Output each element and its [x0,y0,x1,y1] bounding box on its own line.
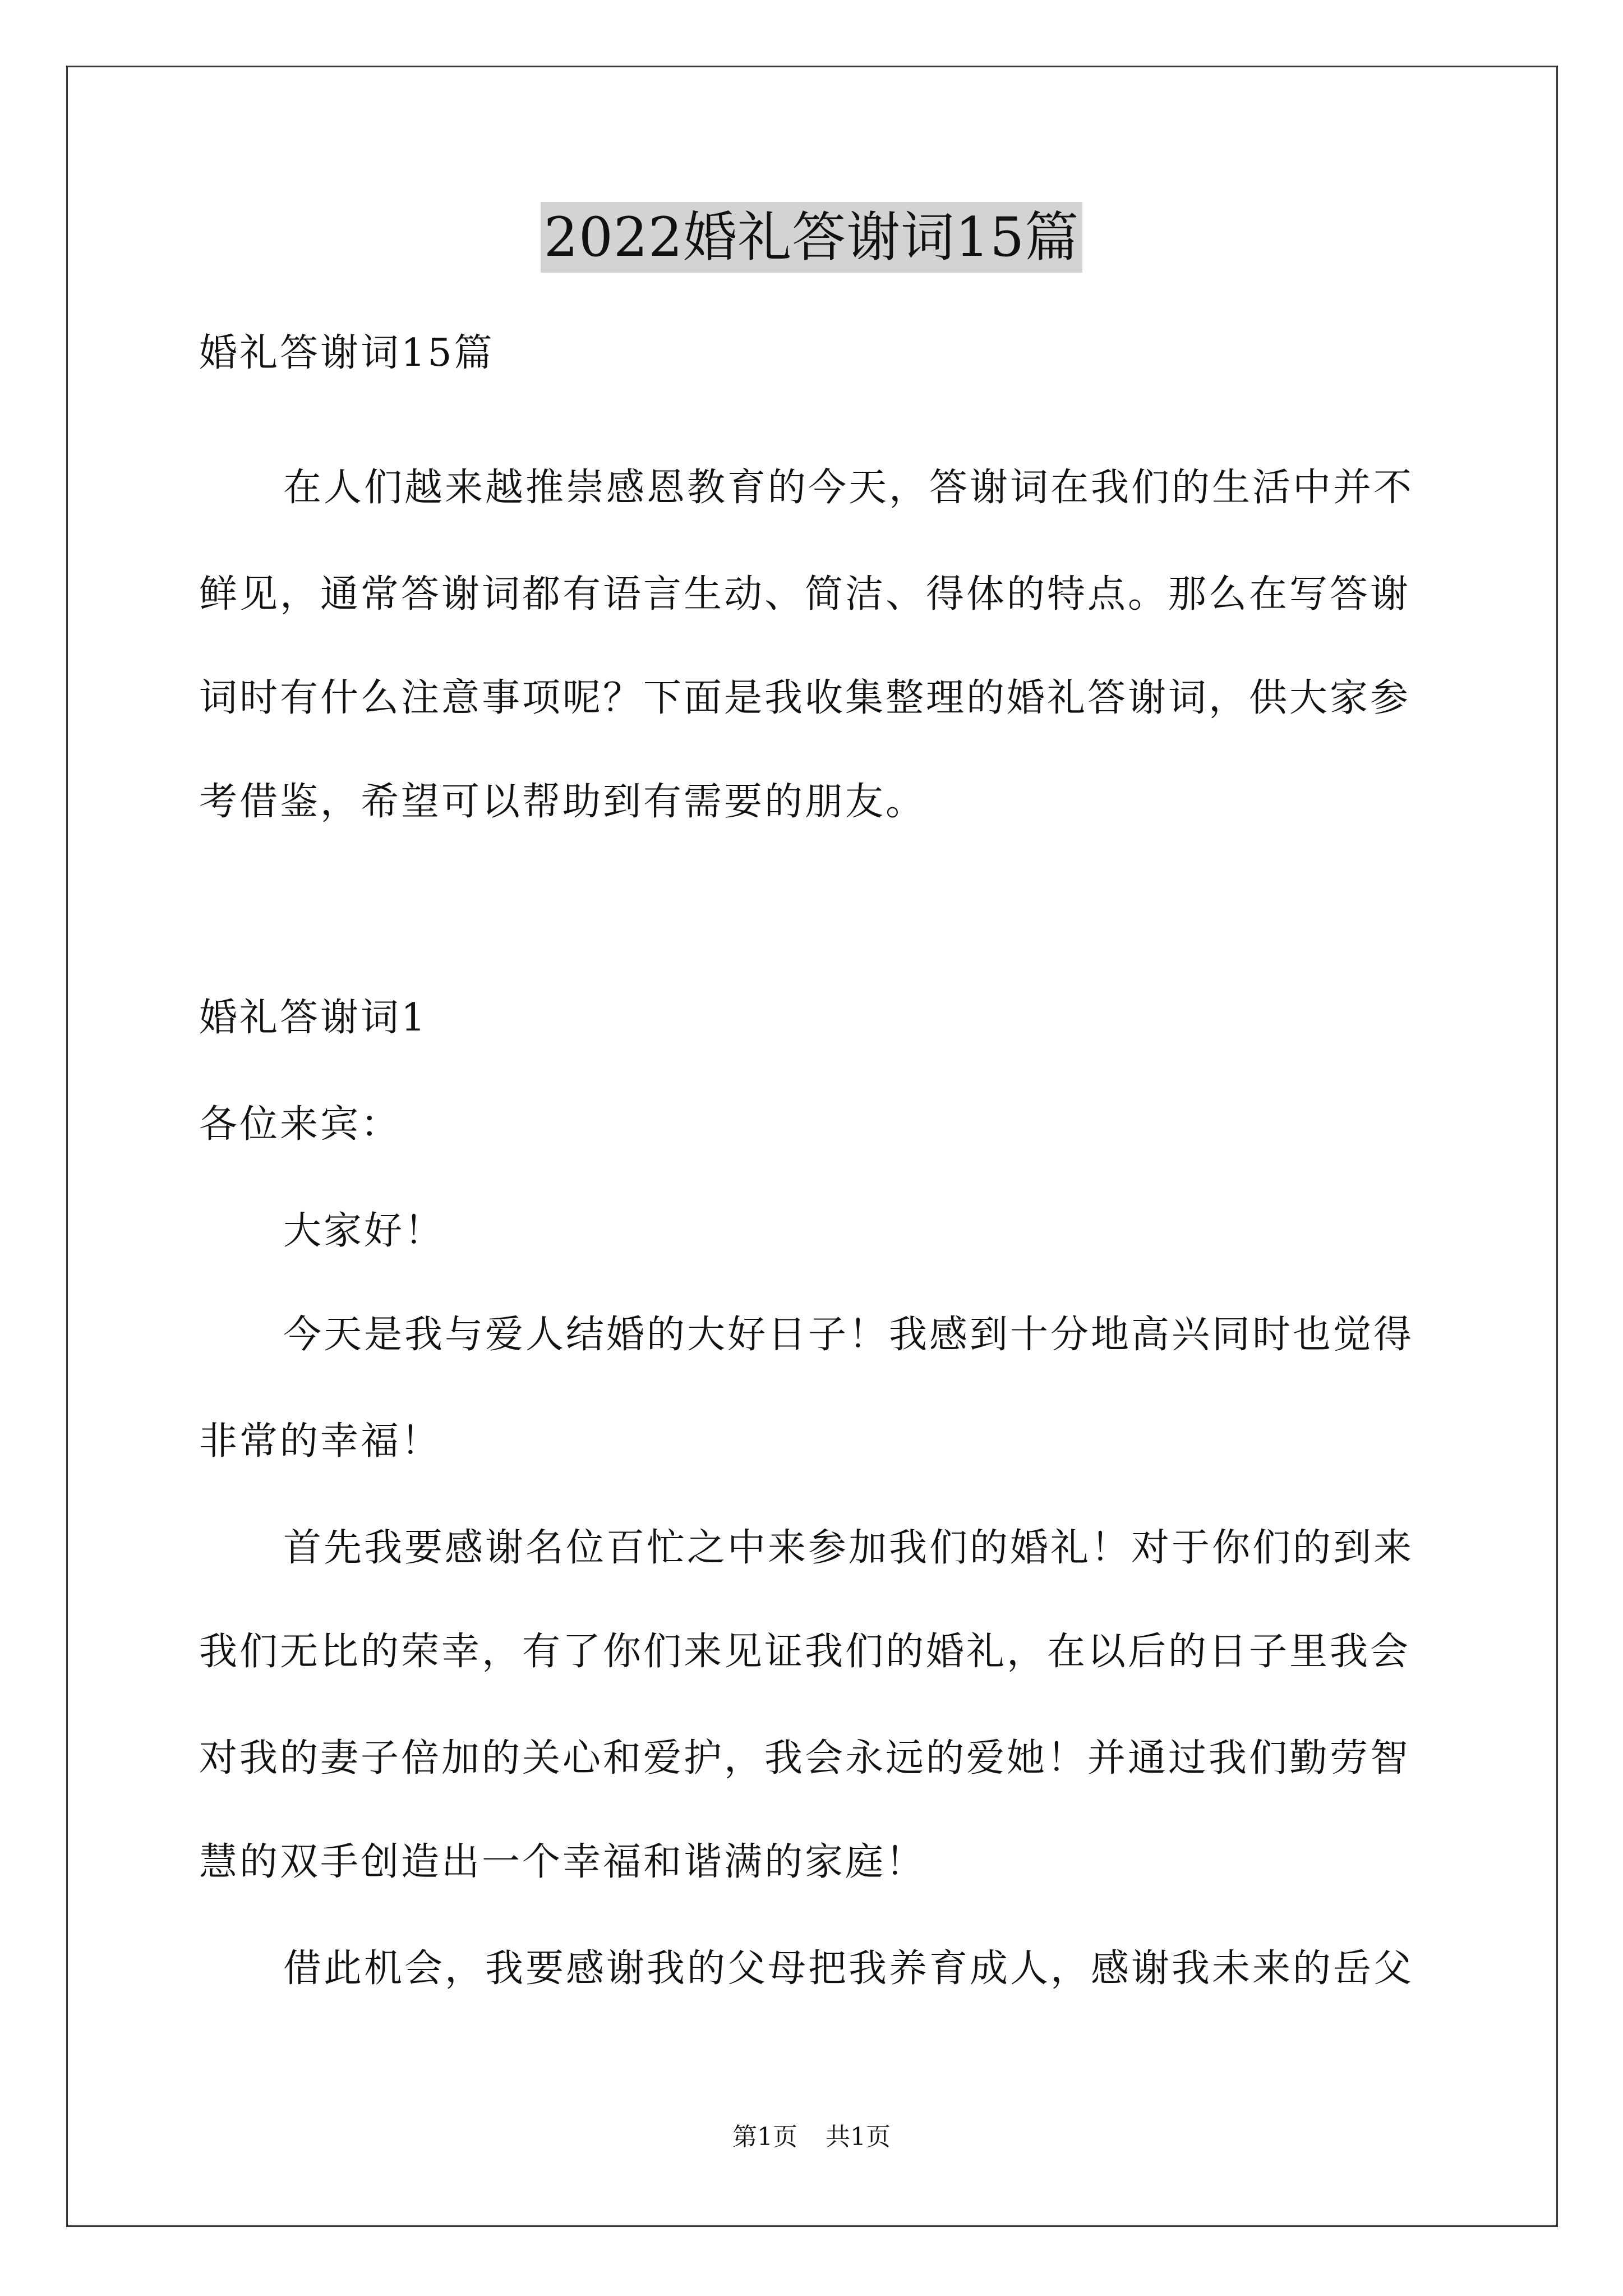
intro-line-1: 在人们越来越推崇感恩教育的今天，答谢词在我们的生活中并不 [283,466,1414,510]
paragraph-2-line-3: 对我的妻子倍加的关心和爱护，我会永远的爱她！并通过我们勤劳智 [199,1736,1411,1780]
document-title-container [0,202,1623,287]
page-number-total: 共1页 [826,2123,891,2151]
paragraph-2-line-4: 慧的双手创造出一个幸福和谐满的家庭！ [199,1840,926,1884]
page-footer [0,2120,1623,2154]
subtitle-line: 婚礼答谢词15篇 [199,331,495,375]
page-number-current: 第1页 [732,2123,797,2151]
intro-line-2: 鲜见，通常答谢词都有语言生动、简洁、得体的特点。那么在写答谢 [199,572,1411,616]
greeting-line: 大家好！ [283,1209,445,1253]
paragraph-3-line-1: 借此机会，我要感谢我的父母把我养育成人，感谢我未来的岳父 [283,1947,1414,1991]
salutation-line: 各位来宾： [199,1102,402,1147]
paragraph-1-line-1: 今天是我与爱人结婚的大好日子！我感到十分地高兴同时也觉得 [283,1313,1414,1357]
section-heading: 婚礼答谢词1 [199,996,428,1040]
paragraph-2-line-1: 首先我要感谢名位百忙之中来参加我们的婚礼！对于你们的到来 [283,1526,1414,1570]
intro-line-4: 考借鉴，希望可以帮助到有需要的朋友。 [199,780,926,824]
document-title: 2022婚礼答谢词15篇 [541,202,1082,273]
intro-line-3: 词时有什么注意事项呢？下面是我收集整理的婚礼答谢词，供大家参 [199,676,1411,720]
paragraph-2-line-2: 我们无比的荣幸，有了你们来见证我们的婚礼，在以后的日子里我会 [199,1630,1411,1674]
paragraph-1-line-2: 非常的幸福！ [199,1419,442,1464]
